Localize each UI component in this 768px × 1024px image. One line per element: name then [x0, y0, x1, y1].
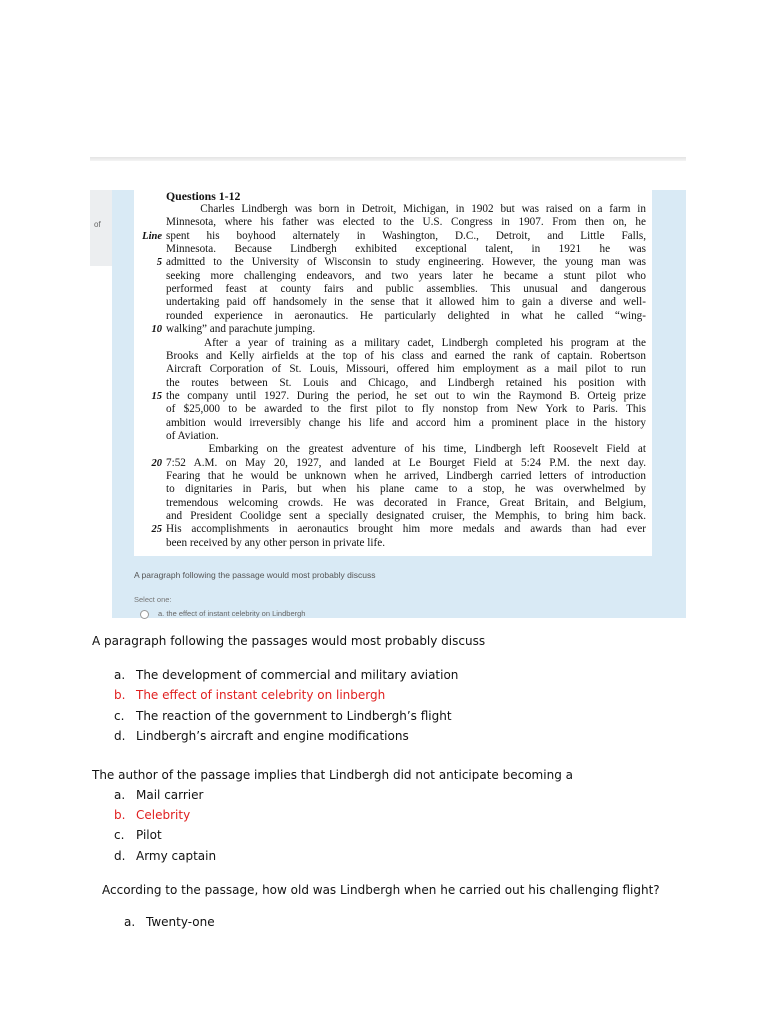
passage-line: spent his boyhood alternately in Washington, D.C., Detroit, and Little Falls, — [166, 229, 646, 242]
line-number: 20 — [151, 457, 162, 469]
question-2-text: The author of the passage implies that Lindbergh did not anticipate becoming a — [92, 768, 573, 782]
passage-line: performed feast at county fairs and public assemblies. This unusual and dangerous — [166, 283, 646, 296]
side-tab — [90, 190, 112, 266]
passage-line: After a year of training as a military cadet, Lindbergh completed his program at the — [166, 336, 646, 349]
passage-line: admitted to the University of Wisconsin to study engineering. However, the young man was — [166, 256, 646, 269]
passage-line: Brooks and Kelly airfields at the top of his class and earned the rank of captain. Robertson — [166, 349, 646, 362]
question-1-text: A paragraph following the passages would most probably discuss — [92, 634, 486, 648]
passage-line: rounded experience in aeronautics. He particularly delighted in what he called “wing- — [166, 309, 646, 322]
select-one-label: Select one: — [134, 595, 172, 604]
line-number: Line — [142, 230, 162, 242]
passage-line: Aircraft Corporation of St. Louis, Missouri, offered him employment as a mail pilot to run — [166, 363, 646, 376]
passage-line: Fearing that he would be unknown when he arrived, Lindbergh carried letters of introduction — [166, 470, 646, 482]
passage-line: undertaking paid off handsomely in the sense that it allowed him to gain a diverse and well- — [166, 296, 646, 309]
line-number: 25 — [151, 524, 162, 536]
passage-line: walking” and parachute jumping. — [166, 323, 316, 336]
passage-title: Questions 1-12 — [166, 189, 241, 203]
passage-line: Charles Lindbergh was born in Detroit, Michigan, in 1902 but was raised on a farm in — [166, 203, 646, 215]
passage-line: Minnesota, where his father was elected to the U.S. Congress in 1907. From then on, he — [166, 216, 646, 229]
passage-line: tremendous welcoming crowds. He was decorated in France, Great Britain, and Belgium, — [166, 496, 646, 509]
passage-line: His accomplishments in aeronautics brought him more medals and awards than had ever — [166, 523, 646, 536]
passage-line: ambition would irreversibly change his life and accord him a prominent place in the history — [166, 416, 646, 429]
top-divider — [90, 157, 686, 161]
side-tab-label: of — [94, 220, 101, 229]
quiz-option-a[interactable]: a. the effect of instant celebrity on Lindbergh — [158, 609, 306, 618]
quiz-prompt: A paragraph following the passage would most probably discuss — [134, 570, 376, 580]
reading-passage — [134, 190, 652, 556]
line-number: 10 — [151, 324, 162, 336]
question-3-text: According to the passage, how old was Lindbergh when he carried out his challenging flight? — [102, 883, 660, 897]
passage-line: seeking more challenging endeavors, and two years later he became a stunt pilot who — [166, 269, 646, 282]
passage-line: 7:52 A.M. on May 20, 1927, and landed at Le Bourget Field at 5:24 P.M. the next day. — [166, 456, 646, 469]
line-number: 15 — [151, 390, 162, 402]
line-number: 5 — [156, 257, 162, 269]
passage-line: Embarking on the greatest adventure of his time, Lindbergh left Roosevelt Field at — [166, 443, 646, 456]
passage-line: of $25,000 to be awarded to the first pilot to fly nonstop from New York to Paris. This — [166, 403, 646, 416]
passage-line: the company until 1927. During the period, he set out to win the Raymond B. Orteig prize — [166, 389, 646, 402]
passage-line: Minnesota. Because Lindbergh exhibited exceptional talent, in 1921 he was — [166, 243, 646, 256]
passage-line: to dignitaries in Paris, but when his plane came to a stop, he was overwhelmed by — [166, 483, 646, 496]
option-a-radio[interactable] — [140, 610, 149, 619]
passage-line: the routes between St. Louis and Chicago, and Lindbergh retained his position with — [166, 376, 646, 389]
passage-line: been received by any other person in private life. — [166, 536, 385, 549]
passage-line: of Aviation. — [166, 429, 219, 442]
passage-line: and President Coolidge sent a specially designated cruiser, the Memphis, to bring him back. — [166, 510, 646, 523]
